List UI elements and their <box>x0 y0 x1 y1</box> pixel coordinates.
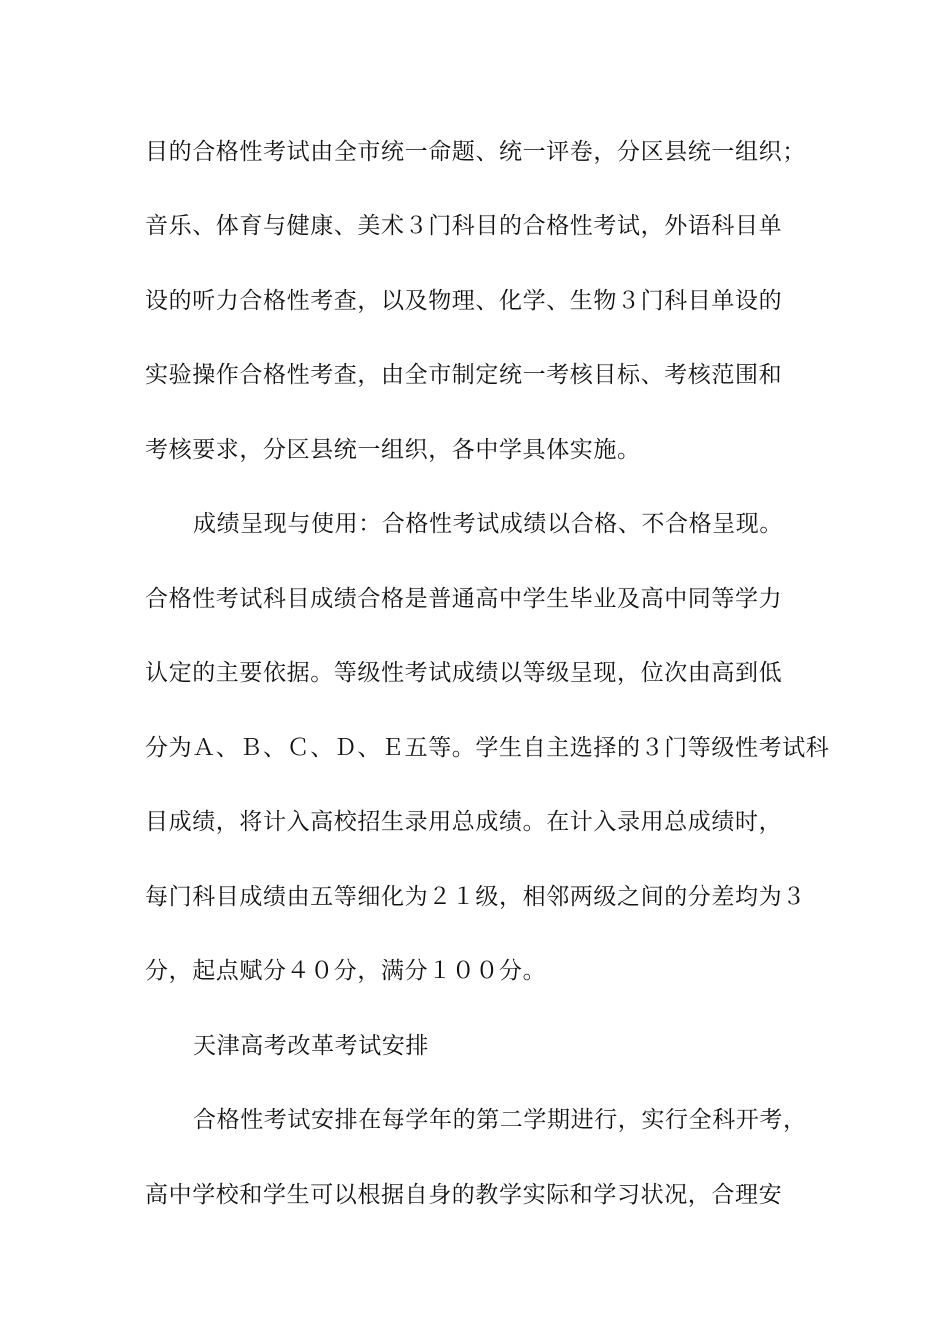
text-line: 认定的主要依据。等级性考试成绩以等级呈现，位次由高到低 <box>145 660 783 686</box>
text-line: 设的听力合格性考查，以及物理、化学、生物３门科目单设的 <box>145 288 783 314</box>
text-line: 目的合格性考试由全市统一命题、统一评卷，分区县统一组织； <box>145 139 806 165</box>
text-line: 考核要求，分区县统一组织，各中学具体实施。 <box>145 437 641 463</box>
text-line: 分为Ａ、Ｂ、Ｃ、Ｄ、Ｅ五等。学生自主选择的３门等级性考试科 <box>145 735 830 761</box>
text-line: 分，起点赋分４０分，满分１００分。 <box>145 958 547 984</box>
paragraph-first-line: 成绩呈现与使用：合格性考试成绩以合格、不合格呈现。 <box>193 511 783 537</box>
paragraph-first-line: 合格性考试安排在每学年的第二学期进行，实行全科开考， <box>193 1107 807 1133</box>
text-line: 实验操作合格性考查，由全市制定统一考核目标、考核范围和 <box>145 362 783 388</box>
text-line: 每门科目成绩由五等细化为２１级，相邻两级之间的分差均为３ <box>145 884 806 910</box>
section-heading: 天津高考改革考试安排 <box>193 1033 429 1059</box>
text-line: 合格性考试科目成绩合格是普通高中学生毕业及高中同等学力 <box>145 586 783 612</box>
text-line: 音乐、体育与健康、美术３门科目的合格性考试，外语科目单 <box>145 213 783 239</box>
text-line: 目成绩，将计入高校招生录用总成绩。在计入录用总成绩时， <box>145 809 783 835</box>
text-line: 高中学校和学生可以根据自身的教学实际和学习状况，合理安 <box>145 1182 783 1208</box>
